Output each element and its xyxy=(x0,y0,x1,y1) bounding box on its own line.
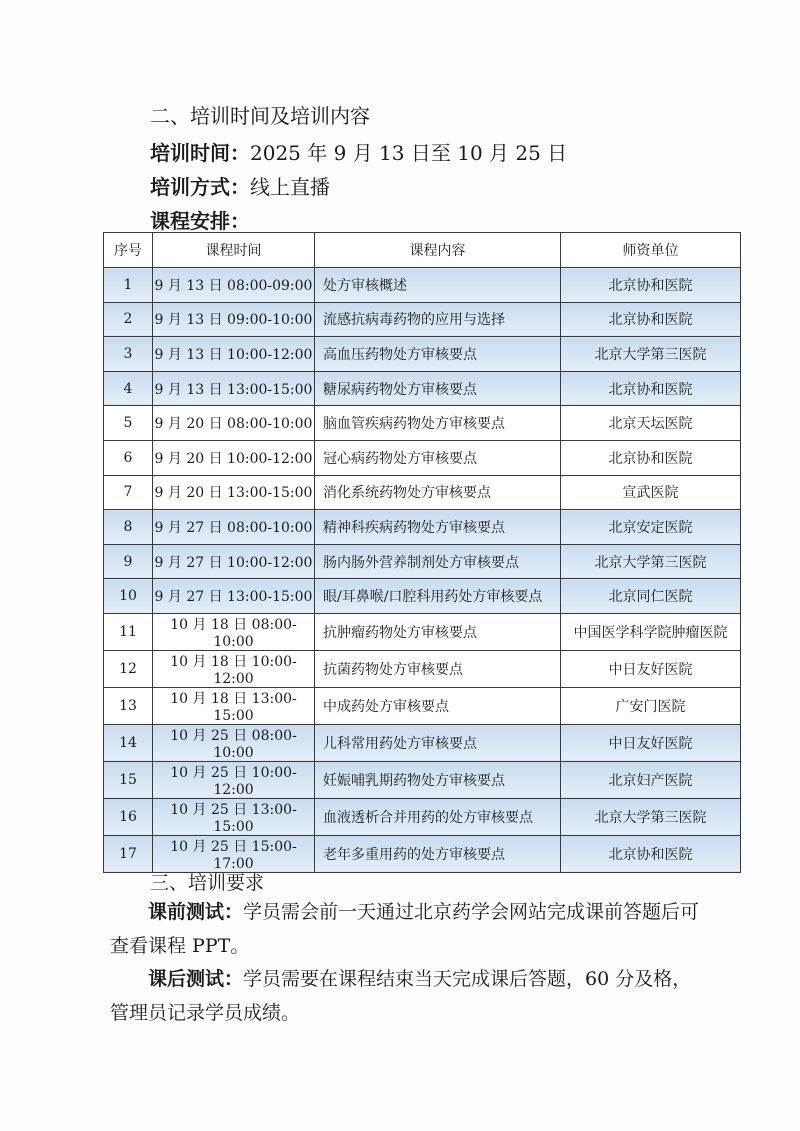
cell-no: 14 xyxy=(104,724,153,761)
cell-no: 4 xyxy=(104,371,153,406)
cell-content: 精神科疾病药物处方审核要点 xyxy=(315,510,561,545)
schedule-table xyxy=(103,232,741,873)
post-test-paragraph xyxy=(110,962,700,1030)
cell-unit: 北京大学第三医院 xyxy=(561,337,741,372)
pre-test-paragraph xyxy=(110,895,700,963)
cell-unit: 北京协和医院 xyxy=(561,440,741,475)
table-row xyxy=(104,613,741,650)
post-test-label: 课后测试： xyxy=(148,968,244,990)
cell-content: 高血压药物处方审核要点 xyxy=(315,337,561,372)
cell-content: 眼/耳鼻喉/口腔科用药处方审核要点 xyxy=(315,579,561,614)
cell-unit: 北京协和医院 xyxy=(561,268,741,303)
table-row xyxy=(104,406,741,441)
cell-unit: 中国医学科学院肿瘤医院 xyxy=(561,613,741,650)
table-row xyxy=(104,579,741,614)
cell-content: 儿科常用药处方审核要点 xyxy=(315,724,561,761)
cell-no: 11 xyxy=(104,613,153,650)
cell-content: 肠内肠外营养制剂处方审核要点 xyxy=(315,544,561,579)
cell-time: 9 月 13 日 10:00-12:00 xyxy=(153,337,315,372)
table-row xyxy=(104,268,741,303)
cell-content: 老年多重用药的处方审核要点 xyxy=(315,835,561,872)
cell-unit: 北京安定医院 xyxy=(561,510,741,545)
table-row xyxy=(104,371,741,406)
cell-unit: 宣武医院 xyxy=(561,475,741,510)
cell-content: 消化系统药物处方审核要点 xyxy=(315,475,561,510)
cell-content: 中成药处方审核要点 xyxy=(315,687,561,724)
cell-unit: 北京大学第三医院 xyxy=(561,798,741,835)
pre-test-label: 课前测试： xyxy=(148,901,244,923)
cell-unit: 北京同仁医院 xyxy=(561,579,741,614)
table-row xyxy=(104,510,741,545)
header-no: 序号 xyxy=(104,233,153,268)
cell-no: 10 xyxy=(104,579,153,614)
cell-no: 2 xyxy=(104,302,153,337)
cell-unit: 北京协和医院 xyxy=(561,835,741,872)
table-header-row xyxy=(104,233,741,268)
training-time-label: 培训时间： xyxy=(150,141,250,165)
cell-no: 12 xyxy=(104,650,153,687)
training-mode-label: 培训方式： xyxy=(150,175,250,199)
cell-time: 10 月 18 日 13:00-15:00 xyxy=(153,687,315,724)
cell-time: 9 月 13 日 08:00-09:00 xyxy=(153,268,315,303)
training-time-value: 2025 年 9 月 13 日至 10 月 25 日 xyxy=(250,141,568,165)
cell-no: 6 xyxy=(104,440,153,475)
cell-time: 9 月 27 日 08:00-10:00 xyxy=(153,510,315,545)
cell-time: 10 月 25 日 13:00-15:00 xyxy=(153,798,315,835)
cell-content: 抗菌药物处方审核要点 xyxy=(315,650,561,687)
cell-unit: 中日友好医院 xyxy=(561,650,741,687)
cell-time: 9 月 20 日 13:00-15:00 xyxy=(153,475,315,510)
cell-time: 10 月 18 日 08:00-10:00 xyxy=(153,613,315,650)
cell-unit: 广安门医院 xyxy=(561,687,741,724)
cell-content: 血液透析合并用药的处方审核要点 xyxy=(315,798,561,835)
cell-time: 10 月 18 日 10:00-12:00 xyxy=(153,650,315,687)
cell-unit: 北京天坛医院 xyxy=(561,406,741,441)
table-row xyxy=(104,761,741,798)
cell-no: 13 xyxy=(104,687,153,724)
table-row xyxy=(104,440,741,475)
cell-time: 9 月 27 日 10:00-12:00 xyxy=(153,544,315,579)
cell-content: 妊娠哺乳期药物处方审核要点 xyxy=(315,761,561,798)
cell-no: 8 xyxy=(104,510,153,545)
cell-unit: 中日友好医院 xyxy=(561,724,741,761)
cell-unit: 北京大学第三医院 xyxy=(561,544,741,579)
cell-unit: 北京协和医院 xyxy=(561,302,741,337)
cell-time: 10 月 25 日 08:00-10:00 xyxy=(153,724,315,761)
cell-time: 9 月 13 日 13:00-15:00 xyxy=(153,371,315,406)
table-row xyxy=(104,724,741,761)
training-mode-value: 线上直播 xyxy=(250,175,330,199)
table-row xyxy=(104,798,741,835)
cell-time: 9 月 20 日 08:00-10:00 xyxy=(153,406,315,441)
cell-time: 9 月 27 日 13:00-15:00 xyxy=(153,579,315,614)
cell-no: 9 xyxy=(104,544,153,579)
section2-title: 二、培训时间及培训内容 xyxy=(150,104,370,128)
header-unit: 师资单位 xyxy=(561,233,741,268)
cell-unit: 北京协和医院 xyxy=(561,371,741,406)
table-row xyxy=(104,650,741,687)
cell-content: 冠心病药物处方审核要点 xyxy=(315,440,561,475)
cell-no: 5 xyxy=(104,406,153,441)
cell-no: 17 xyxy=(104,835,153,872)
cell-no: 3 xyxy=(104,337,153,372)
post-test-text: 学员需要在课程结束当天完成课后答题，60 分及格，管理员记录学员成绩。 xyxy=(110,968,692,1024)
cell-time: 10 月 25 日 15:00-17:00 xyxy=(153,835,315,872)
cell-content: 脑血管疾病药物处方审核要点 xyxy=(315,406,561,441)
table-row xyxy=(104,835,741,872)
cell-unit: 北京妇产医院 xyxy=(561,761,741,798)
table-row xyxy=(104,337,741,372)
table-row xyxy=(104,544,741,579)
schedule-label-line xyxy=(150,205,250,234)
header-content: 课程内容 xyxy=(315,233,561,268)
cell-time: 9 月 20 日 10:00-12:00 xyxy=(153,440,315,475)
cell-content: 流感抗病毒药物的应用与选择 xyxy=(315,302,561,337)
table-row xyxy=(104,475,741,510)
cell-no: 7 xyxy=(104,475,153,510)
cell-content: 糖尿病药物处方审核要点 xyxy=(315,371,561,406)
cell-time: 9 月 13 日 09:00-10:00 xyxy=(153,302,315,337)
pre-test-text: 学员需会前一天通过北京药学会网站完成课前答题后可查看课程 PPT。 xyxy=(110,901,700,957)
cell-no: 16 xyxy=(104,798,153,835)
table-row xyxy=(104,302,741,337)
cell-time: 10 月 25 日 10:00-12:00 xyxy=(153,761,315,798)
section3-title: 三、培训要求 xyxy=(150,872,265,894)
cell-content: 抗肿瘤药物处方审核要点 xyxy=(315,613,561,650)
header-time: 课程时间 xyxy=(153,233,315,268)
table-row xyxy=(104,687,741,724)
table-body xyxy=(104,268,741,873)
schedule-label: 课程安排： xyxy=(150,209,250,233)
cell-content: 处方审核概述 xyxy=(315,268,561,303)
cell-no: 1 xyxy=(104,268,153,303)
training-time-line xyxy=(150,137,567,166)
cell-no: 15 xyxy=(104,761,153,798)
training-mode-line xyxy=(150,171,330,200)
